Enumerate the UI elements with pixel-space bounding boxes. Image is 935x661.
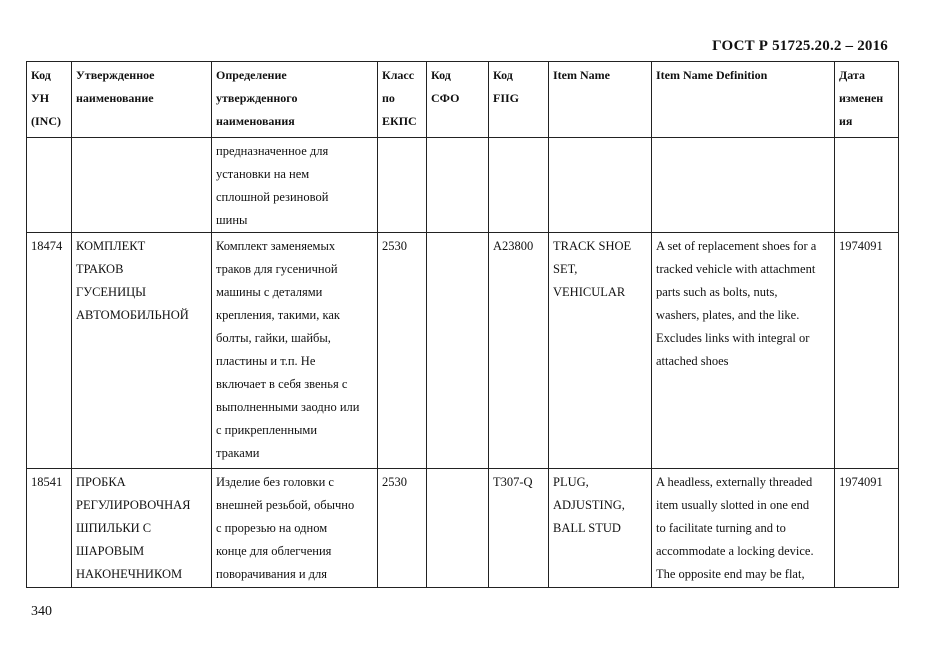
cell-item-name: PLUG, ADJUSTING, BALL STUD xyxy=(549,469,652,588)
header-definition: Определение утвержденного наименования xyxy=(212,62,378,138)
cell-inc: 18474 xyxy=(27,233,72,469)
cell-inc: 18541 xyxy=(27,469,72,588)
cell-item-definition xyxy=(652,138,835,233)
cell-name xyxy=(72,138,212,233)
header-date: Дата изменен ия xyxy=(835,62,899,138)
page-number: 340 xyxy=(31,604,52,619)
cell-class xyxy=(378,138,427,233)
header-item-definition: Item Name Definition xyxy=(652,62,835,138)
cell-name: КОМПЛЕКТ ТРАКОВ ГУСЕНИЦЫ АВТОМОБИЛЬНОЙ xyxy=(72,233,212,469)
cell-item-definition: A set of replacement shoes for a tracked vehicle with attachment parts such as bolts, nuts, washers, plates, and the like. Excludes links with integral or attached shoes xyxy=(652,233,835,469)
cell-sfo xyxy=(427,469,489,588)
cell-sfo xyxy=(427,138,489,233)
cell-class: 2530 xyxy=(378,233,427,469)
header-approved-name: Утвержденное наименование xyxy=(72,62,212,138)
header-fiig: Код FIIG xyxy=(489,62,549,138)
table-row xyxy=(27,138,899,233)
cell-date: 1974091 xyxy=(835,469,899,588)
cell-fiig: T307-Q xyxy=(489,469,549,588)
cell-definition: предназначенное для установки на нем сплошной резиновой шины xyxy=(212,138,378,233)
cell-sfo xyxy=(427,233,489,469)
table-header-row xyxy=(27,62,899,138)
header-class: Класс по ЕКПС xyxy=(378,62,427,138)
document-title: ГОСТ Р 51725.20.2 – 2016 xyxy=(712,38,888,54)
cell-fiig xyxy=(489,138,549,233)
cell-date: 1974091 xyxy=(835,233,899,469)
header-sfo: Код СФО xyxy=(427,62,489,138)
header-item-name: Item Name xyxy=(549,62,652,138)
cell-item-name xyxy=(549,138,652,233)
cell-name: ПРОБКА РЕГУЛИРОВОЧНАЯ ШПИЛЬКИ С ШАРОВЫМ НАКОНЕЧНИКОМ xyxy=(72,469,212,588)
cell-definition: Комплект заменяемых траков для гусеничной машины с деталями крепления, такими, как болты, гайки, шайбы, пластины и т.п. Не включает в себя звенья с выполненными заодно или с прикрепленными траками xyxy=(212,233,378,469)
table-row xyxy=(27,469,899,588)
cell-fiig: A23800 xyxy=(489,233,549,469)
cell-definition: Изделие без головки с внешней резьбой, обычно с прорезью на одном конце для облегчения поворачивания и для xyxy=(212,469,378,588)
table-row xyxy=(27,233,899,469)
header-inc: Код УН (INC) xyxy=(27,62,72,138)
cell-class: 2530 xyxy=(378,469,427,588)
cell-item-name: TRACK SHOE SET, VEHICULAR xyxy=(549,233,652,469)
cell-inc xyxy=(27,138,72,233)
nomenclature-table xyxy=(26,61,899,588)
cell-item-definition: A headless, externally threaded item usually slotted in one end to facilitate turning and to accommodate a locking device. The opposite end may be flat, xyxy=(652,469,835,588)
cell-date xyxy=(835,138,899,233)
